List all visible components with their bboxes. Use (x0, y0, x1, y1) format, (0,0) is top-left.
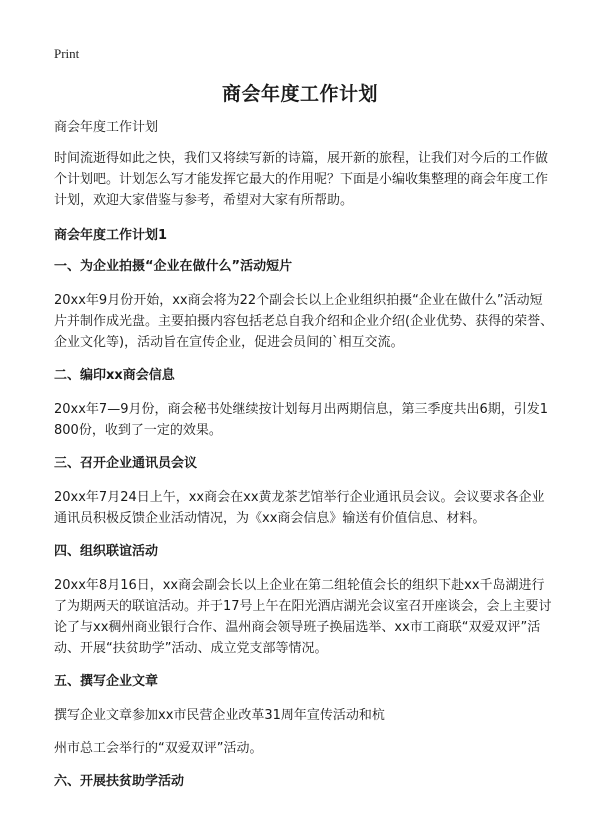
section-heading: 一、为企业拍摄“企业在做什么”活动短片 (54, 259, 293, 274)
document-title: 商会年度工作计划 (221, 83, 378, 105)
section-paragraph: 20xx年9月份开始，xx商会将为22个副会长以上企业组织拍摄“企业在做什么”活动短片并制作成光盘。主要拍摄内容包括老总自我介绍和企业介绍(企业优势、获得的荣誉、企业文化等)，活动旨在宣传企业，促进会员间的`相互交流。 (54, 293, 554, 350)
section-heading: 三、召开企业通讯员会议 (54, 456, 198, 471)
section-paragraph: 20xx年7月24日上午，xx商会在xx黄龙茶艺馆举行企业通讯员会议。会议要求各企业通讯员积极反馈企业活动情况，为《xx商会信息》输送有价值信息、材料。 (54, 490, 545, 526)
section-paragraph: 20xx年7—9月份，商会秘书处继续按计划每月出两期信息，第三季度共出6期，引发1800份，收到了一定的效果。 (54, 402, 549, 438)
document-body (54, 117, 554, 805)
section-paragraph: 20xx年8月16日，xx商会副会长以上企业在第二组轮值会长的组织下赴xx千岛湖进行了为期两天的联谊活动。并于17号上午在阳光酒店湖光会议室召开座谈会，会上主要讨论了与xx稠州商业银行合作、温州商会领导班子换届选举、xx市工商联“双爱双评”活动、开展“扶贫助学”活动、成立党支部等情况。 (54, 578, 552, 656)
section-paragraph: 撰写企业文章参加xx市民营企业改革31周年宣传活动和杭 (54, 708, 385, 723)
document-subtitle: 商会年度工作计划 (54, 120, 159, 135)
intro-paragraph: 时间流逝得如此之快，我们又将续写新的诗篇，展开新的旅程，让我们对今后的工作做个计划吧。计划怎么写才能发挥它最大的作用呢？下面是小编收集整理的商会年度工作计划，欢迎大家借鉴与参考，希望对大家有所帮助。 (54, 151, 549, 208)
print-link[interactable]: Print (54, 46, 80, 61)
plan-heading: 商会年度工作计划1 (54, 228, 168, 243)
section-heading: 六、开展扶贫助学活动 (54, 774, 185, 789)
section-heading: 二、编印xx商会信息 (54, 368, 175, 383)
section-paragraph: 州市总工会举行的“双爱双评”活动。 (54, 741, 263, 756)
section-heading: 四、组织联谊活动 (54, 544, 159, 559)
section-heading: 五、撰写企业文章 (54, 674, 159, 689)
